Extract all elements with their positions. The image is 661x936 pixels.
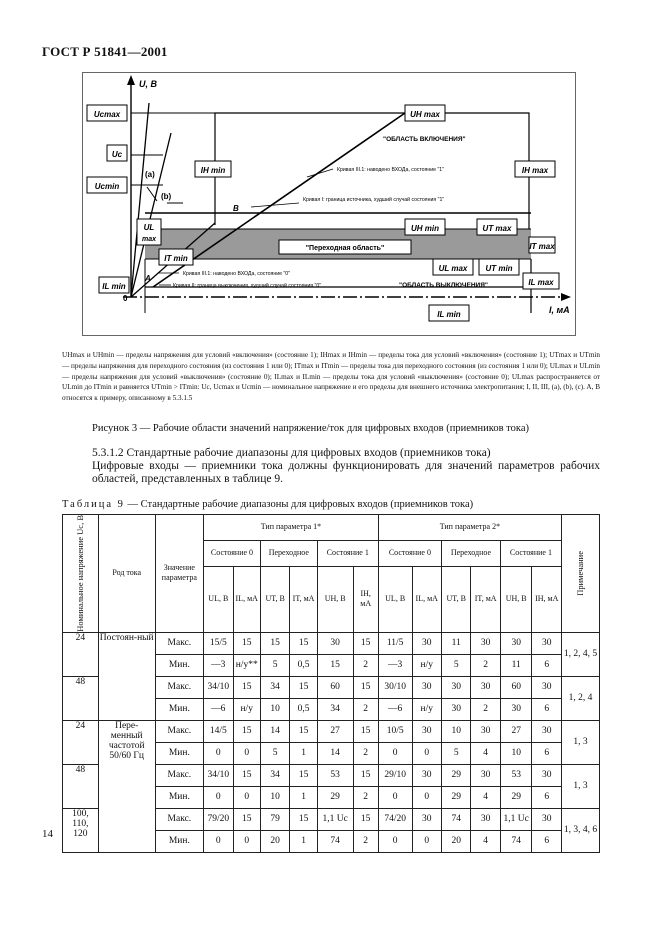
value-kind-cell: Макс. [155,808,203,830]
note-cell: 1, 2, 4 [561,676,599,720]
value-cell: 74 [317,830,353,852]
on-area-text: "ОБЛАСТЬ ВКЛЮЧЕНИЯ" [383,136,466,143]
value-cell: 0 [204,786,233,808]
value-cell: 34/10 [204,764,233,786]
value-cell: 29 [441,786,470,808]
value-kind-cell: Макс. [155,720,203,742]
header-state1-t2: Состояние 1 [500,540,561,566]
header-value: Значение параметра [155,515,203,633]
value-cell: 11 [441,632,470,654]
value-cell: 15 [353,720,378,742]
ulmax-right-label: UL max [438,264,468,273]
note-cell: 1, 3, 4, 6 [561,808,599,852]
value-cell: 30 [532,632,561,654]
value-cell: 15 [353,808,378,830]
value-cell: 30 [412,720,441,742]
value-cell: н/у [233,698,260,720]
value-cell: 30 [412,676,441,698]
value-cell: 30 [412,632,441,654]
value-cell: 15 [353,632,378,654]
section-body: Цифровые входы — приемники тока должны функционировать для значений параметров рабочих областей, представленных в таблице 9. [92,460,600,485]
b-curve-label: (b) [161,192,172,201]
sub-header: UL, В [204,566,233,632]
curve3-bottom-text: Кривая III.1: наводено ВХОДа, состояние "0" [183,271,291,277]
curve3-top-text: Кривая III.1: наводено ВХОДа, состояние "1" [337,167,445,173]
value-cell: 30 [317,632,353,654]
sub-header: IL, мА [233,566,260,632]
value-cell: 0 [233,830,260,852]
table-caption [62,499,473,510]
value-cell: 10 [260,786,289,808]
itmax-label: IT max [529,242,555,251]
value-cell: 0 [233,742,260,764]
figure-3 [82,72,576,336]
ilmin-left-label: IL min [102,282,126,291]
zero-label: 0 [123,294,128,303]
nominal-voltage-cell: 24 [63,632,99,676]
value-cell: 30 [532,808,561,830]
value-cell: 15 [353,764,378,786]
ilmin-bottom-label: IL min [437,310,461,319]
sub-header: IT, мА [471,566,500,632]
value-cell: 29 [317,786,353,808]
value-cell: —6 [204,698,233,720]
value-cell: 6 [532,830,561,852]
note-cell: 1, 3 [561,720,599,764]
value-cell: 0 [233,786,260,808]
i-axis-label: I, мА [549,305,570,315]
header-state0-t1: Состояние 0 [204,540,261,566]
value-cell: 15 [290,720,317,742]
value-cell: н/у [412,698,441,720]
value-cell: 30 [471,632,500,654]
point-b-label: B [233,204,239,213]
value-cell: 4 [471,742,500,764]
nominal-voltage-cell: 48 [63,676,99,720]
value-cell: 74/20 [378,808,412,830]
value-kind-cell: Мин. [155,654,203,676]
value-cell: —3 [204,654,233,676]
value-cell: 5 [441,654,470,676]
value-cell: 0,5 [290,698,317,720]
nominal-voltage-cell: 100, 110, 120 [63,808,99,852]
value-cell: 15 [290,676,317,698]
value-cell: 0 [412,742,441,764]
value-cell: 15/5 [204,632,233,654]
value-cell: 27 [317,720,353,742]
value-cell: 11 [500,654,532,676]
value-cell: 0 [412,830,441,852]
curve-b [131,133,171,297]
uc-label: Uc [111,150,123,159]
value-cell: 15 [233,632,260,654]
value-cell: 30 [471,676,500,698]
header-type1: Тип параметра 1* [204,515,379,541]
value-cell: 2 [353,786,378,808]
sub-header: IT, мА [290,566,317,632]
value-cell: 11/5 [378,632,412,654]
current-kind-cell: Пере-менный частотой 50/60 Гц [98,720,155,852]
sub-header: IH, мА [532,566,561,632]
value-cell: 1 [290,742,317,764]
table-caption-text: — Стандартные рабочие диапазоны для цифровых входов (приемников тока) [124,499,474,510]
utmin-label: UT min [485,264,513,273]
value-cell: 30 [441,676,470,698]
sub-header: IH, мА [353,566,378,632]
document-header: ГОСТ Р 51841—2001 [42,44,168,59]
value-cell: 30 [441,698,470,720]
value-cell: —3 [378,654,412,676]
curve3-pointer [307,169,333,177]
figure-legend: UHmax и UHmin — пределы напряжения для условий «включения» (состояние 1); IHmax и IHmin — пределы тока для условий «включения» (состояние 1); UTmax и UTmin — пределы напряжения для переходного состояния (из состояния 1 или 0); ITmax и ITmin — пределы тока для переходного состояния (из состояния 1 или 0); ULmax и ULmin — пределы напряжения для условий «выключения» (состояние 0); ILmax и ILmin — пределы тока для условий «выключения» (состояние 0); ULmax распространяется от ULmin до ITmin и равняется UTmin > ITmin: Uc, Ucmax и Ucmin — номинальное напряжение и его пределы для внешнего источника электропитания; I, II, III, (a), (b), (c). A, B относятся к примеру, описанному в 5.3.1.5 [62,351,600,403]
sub-header: IL, мА [412,566,441,632]
table-caption-prefix: Таблица 9 [62,499,125,510]
value-cell: 74 [500,830,532,852]
value-cell: 0 [204,742,233,764]
header-trans-t2: Переходное [441,540,500,566]
a-curve-label: (a) [145,170,155,179]
value-cell: 30 [500,632,532,654]
ulmax-box-sub: max [141,236,157,243]
note-cell: 1, 2, 4, 5 [561,632,599,676]
sub-header: UH, В [317,566,353,632]
value-cell: 6 [532,698,561,720]
value-cell: н/у** [233,654,260,676]
value-cell: 34 [317,698,353,720]
value-cell: 14 [317,742,353,764]
header-trans-t1: Переходное [260,540,317,566]
value-kind-cell: Мин. [155,830,203,852]
ihmin-label: IH min [200,166,226,175]
off-area-text: "ОБЛАСТЬ ВЫКЛЮЧЕНИЯ" [399,282,488,289]
value-cell: 53 [500,764,532,786]
value-cell: 30 [412,764,441,786]
value-cell: 15 [233,720,260,742]
table-row [63,632,600,654]
value-cell: 74 [441,808,470,830]
value-cell: 15 [290,808,317,830]
value-cell: 1,1 Uc [317,808,353,830]
value-cell: 0,5 [290,654,317,676]
value-cell: 30 [471,808,500,830]
value-cell: 29/10 [378,764,412,786]
value-cell: 5 [260,654,289,676]
sub-header: UL, В [378,566,412,632]
transition-area-text: "Переходная область" [305,245,385,252]
curve1-top-text: Кривая I: граница источника, худший случай состояния "1" [303,197,445,203]
itmin-label: IT min [164,254,188,263]
value-cell: 10 [260,698,289,720]
u-axis-arrow [127,75,135,85]
value-cell: 4 [471,786,500,808]
utmax-label: UT max [482,224,512,233]
header-state1-t1: Состояние 1 [317,540,378,566]
value-cell: 2 [353,742,378,764]
nominal-voltage-cell: 48 [63,764,99,808]
curve-a [131,103,149,297]
value-cell: 34/10 [204,676,233,698]
value-cell: 2 [471,698,500,720]
value-cell: 20 [441,830,470,852]
point-a-label: A [145,274,151,283]
value-cell: 15 [290,632,317,654]
header-type2: Тип параметра 2* [378,515,561,541]
note-cell: 1, 3 [561,764,599,808]
value-cell: 2 [353,654,378,676]
value-cell: 30 [532,720,561,742]
value-cell: 6 [532,786,561,808]
value-cell: 30 [532,764,561,786]
value-cell: 34 [260,764,289,786]
value-cell: 60 [317,676,353,698]
value-cell: 29 [500,786,532,808]
value-cell: 30/10 [378,676,412,698]
value-cell: 15 [233,764,260,786]
header-nominal-text: Номинальное напряжение Uc, В [75,515,86,632]
ilmax-label: IL max [528,278,554,287]
value-cell: 15 [317,654,353,676]
sub-header: UT, В [441,566,470,632]
ucmin-label: Ucmin [94,182,120,191]
value-cell: 53 [317,764,353,786]
value-cell: 0 [204,830,233,852]
value-cell: 15 [353,676,378,698]
section-heading: 5.3.1.2 Стандартные рабочие диапазоны для цифровых входов (приемников тока) [92,447,491,459]
value-cell: 79/20 [204,808,233,830]
u-axis-label: U, В [139,79,157,89]
value-cell: 10/5 [378,720,412,742]
value-cell: 1 [290,786,317,808]
value-cell: 0 [412,786,441,808]
value-cell: 5 [260,742,289,764]
value-cell: 1 [290,830,317,852]
value-cell: 2 [353,830,378,852]
header-kind: Род тока [98,515,155,633]
value-cell: 20 [260,830,289,852]
nominal-voltage-cell: 24 [63,720,99,764]
value-cell: 14/5 [204,720,233,742]
curve2-bottom-text: Кривая II: граница выключения, худший случай состояния "0" [173,283,322,289]
value-cell: 2 [471,654,500,676]
value-kind-cell: Макс. [155,632,203,654]
header-nominal [63,515,99,633]
value-cell: 0 [378,742,412,764]
value-cell: 10 [441,720,470,742]
value-cell: 30 [500,698,532,720]
current-kind-cell: Постоян-ный [98,632,155,720]
header-note-text: Примечание [575,550,586,596]
voltage-current-diagram [83,73,575,335]
uhmin-label: UH min [411,224,439,233]
table-row [63,720,600,742]
value-cell: 2 [353,698,378,720]
value-cell: 5 [441,742,470,764]
value-kind-cell: Мин. [155,786,203,808]
value-cell: 79 [260,808,289,830]
value-cell: 30 [412,808,441,830]
uhmax-label: UH max [410,110,440,119]
value-cell: 30 [532,676,561,698]
value-cell: 1,1 Uc [500,808,532,830]
value-cell: 15 [290,764,317,786]
value-kind-cell: Макс. [155,676,203,698]
value-cell: 0 [378,830,412,852]
table-body [63,632,600,852]
sub-header: UT, В [260,566,289,632]
value-kind-cell: Мин. [155,742,203,764]
value-cell: 14 [260,720,289,742]
value-cell: 10 [500,742,532,764]
value-cell: 30 [471,720,500,742]
value-kind-cell: Макс. [155,764,203,786]
value-cell: 15 [233,676,260,698]
value-cell: —6 [378,698,412,720]
ihmax-label: IH max [521,166,549,175]
value-cell: 6 [532,654,561,676]
header-state0-t2: Состояние 0 [378,540,441,566]
table-9 [62,514,600,853]
value-cell: 15 [233,808,260,830]
value-cell: 4 [471,830,500,852]
value-cell: 0 [378,786,412,808]
header-note [561,515,599,633]
ucmax-label: Ucmax [93,110,121,119]
page-number: 14 [42,828,53,840]
value-cell: 60 [500,676,532,698]
sub-header: UH, В [500,566,532,632]
value-cell: 30 [471,764,500,786]
value-cell: 27 [500,720,532,742]
ulmax-box-label: UL [143,223,155,232]
figure-caption: Рисунок 3 — Рабочие области значений напряжение/ток для цифровых входов (приемников тока) [92,423,529,434]
i-axis-arrow [561,293,571,301]
value-cell: 15 [260,632,289,654]
value-cell: 34 [260,676,289,698]
value-cell: 29 [441,764,470,786]
value-cell: н/у [412,654,441,676]
value-cell: 6 [532,742,561,764]
value-kind-cell: Мин. [155,698,203,720]
